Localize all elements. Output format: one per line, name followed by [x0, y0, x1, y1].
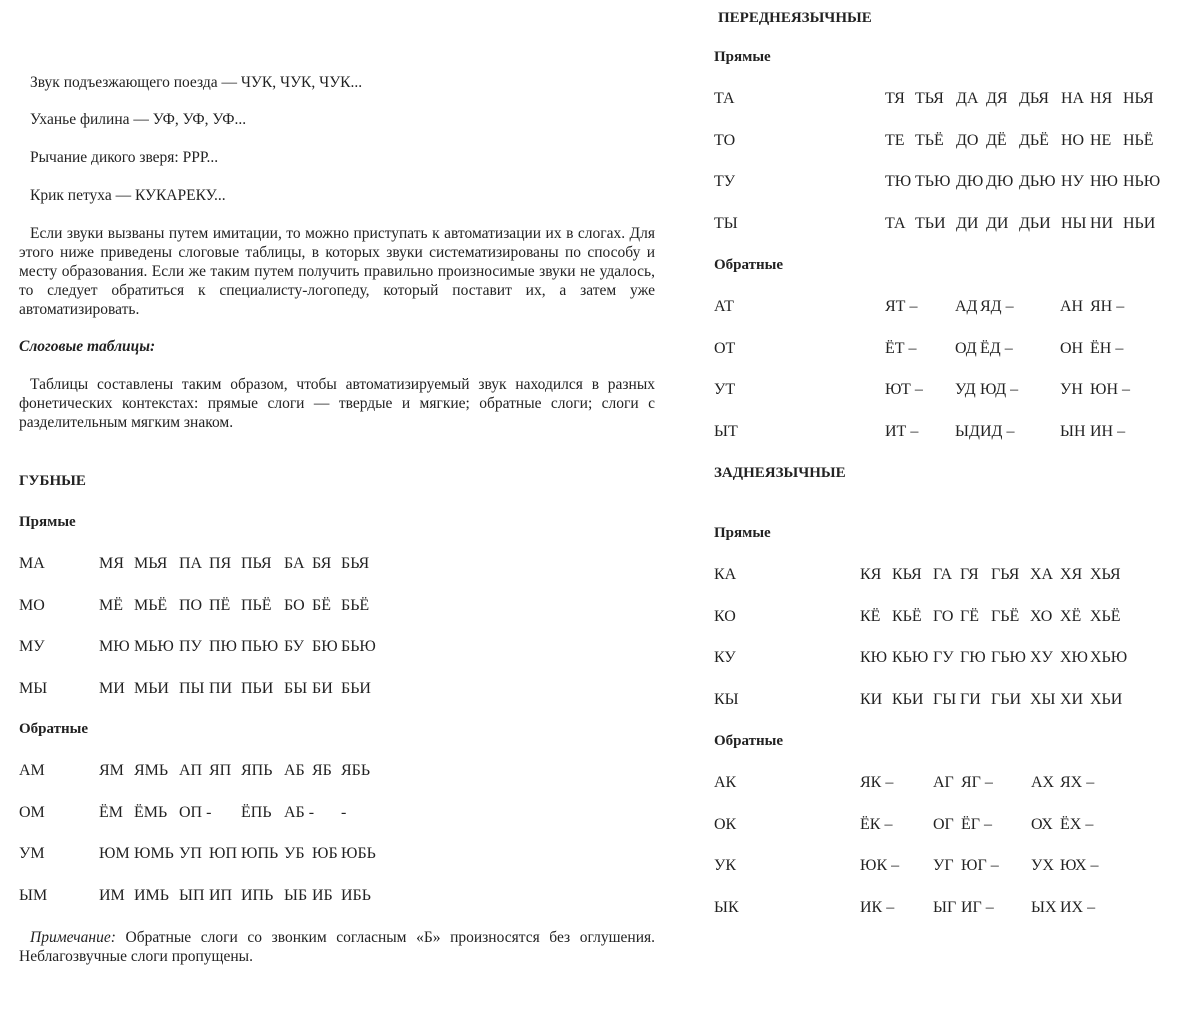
syllable-cell: ЮБЬ [341, 845, 376, 862]
syllable-cell: НЬЯ [1123, 90, 1154, 107]
syllable-cell: ЁГ – [961, 815, 993, 833]
section-title-front-lingual: ПЕРЕДНЕЯЗЫЧНЫЕ [718, 10, 872, 26]
syllable-cell: АН [1060, 298, 1084, 315]
syllable-cell: ЁПЬ [241, 803, 272, 821]
syllable-cell: НИ [1090, 214, 1114, 232]
syllable-cell: ХИ [1060, 690, 1084, 708]
syllable-cell: НЮ [1090, 173, 1118, 190]
syllable-cell: ГЬИ [991, 690, 1021, 708]
syllable-base: МУ [19, 638, 45, 655]
syllable-base: ТЫ [714, 214, 738, 232]
syllable-cell: МЬИ [134, 679, 169, 697]
syllable-cell: ТЬИ [915, 214, 946, 232]
intro-line-owl: Уханье филина — УФ, УФ, УФ... [30, 111, 247, 128]
syllable-base: МА [19, 555, 45, 572]
syllable-cell: ЁН – [1090, 339, 1124, 357]
syllable-cell: НА [1061, 90, 1085, 107]
syllable-cell: ЯК – [860, 774, 894, 791]
syllable-base: УТ [714, 381, 736, 398]
syllable-base: ТУ [714, 173, 736, 190]
syllable-cell: НЬЁ [1123, 131, 1154, 149]
paragraph-tables-description-text: Таблицы составлены таким образом, чтобы автоматизируемый звук находился в разных фонетических контекстах: прямые слоги — твердые и мягкие; обратные слоги; слоги с разделительным мягким знаком. [19, 376, 655, 431]
syllable-cell: ХЁ [1060, 607, 1082, 625]
syllable-cell: БИ [312, 679, 333, 697]
syllable-cell: КЬЁ [892, 607, 922, 625]
syllable-cell: ХЬЁ [1090, 607, 1121, 625]
syllable-cell: ГЯ [960, 566, 979, 583]
syllable-cell: ИБ [312, 886, 333, 904]
syllable-cell: ЮМ [99, 845, 130, 862]
syllable-cell: ЁД – [980, 339, 1013, 357]
syllable-cell: ЯП [209, 762, 232, 779]
syllable-cell: ПУ [179, 638, 202, 655]
syllable-cell: ИХ – [1060, 898, 1096, 916]
syllable-cell: АХ [1031, 774, 1055, 791]
syllable-cell: ТЬЮ [915, 173, 951, 190]
syllable-cell: ПИ [209, 679, 233, 697]
syllable-base: ЫК [714, 898, 739, 916]
syllable-cell: ИБЬ [341, 886, 371, 904]
syllable-cell: АБ - [284, 803, 315, 821]
syllable-cell: ТЮ [885, 173, 912, 190]
syllable-cell: ХЬЯ [1090, 566, 1121, 583]
syllable-cell: БЫ [284, 679, 308, 697]
label-front-direct: Прямые [714, 49, 771, 65]
syllable-base: КУ [714, 649, 736, 666]
syllable-cell: НЬИ [1123, 214, 1156, 232]
section-title-labial: ГУБНЫЕ [19, 473, 86, 489]
syllable-cell: ЯД – [980, 298, 1014, 315]
syllable-cell: ДЮ [986, 173, 1014, 190]
syllable-cell: ЫН [1060, 422, 1086, 440]
syllable-cell: ГУ [933, 649, 954, 666]
syllable-cell: ЯПЬ [241, 762, 273, 779]
syllable-cell: ХЫ [1030, 690, 1056, 708]
syllable-cell: ЮПЬ [241, 845, 279, 862]
syllable-cell: МИ [99, 679, 125, 697]
syllable-base: ТА [714, 90, 735, 107]
syllable-cell: НЫ [1061, 214, 1087, 232]
syllable-cell: ДЮ [956, 173, 984, 190]
syllable-cell: ЮТ – [885, 381, 923, 398]
syllable-cell: ТЬЯ [915, 90, 944, 107]
syllable-cell: ЮБ [312, 845, 338, 862]
syllable-base: ОТ [714, 339, 736, 357]
syllable-cell: МЬЁ [134, 596, 168, 614]
syllable-cell: УБ [284, 845, 305, 862]
syllable-base: АТ [714, 298, 734, 315]
syllable-cell: НУ [1061, 173, 1084, 190]
syllable-cell: ПО [179, 596, 203, 614]
syllable-cell: ХЯ [1060, 566, 1083, 583]
syllable-cell: НЕ [1090, 131, 1112, 149]
syllable-cell: ЁТ – [885, 339, 917, 357]
syllable-cell: НЬЮ [1123, 173, 1161, 190]
syllable-cell: АБ [284, 762, 305, 779]
label-labial-direct: Прямые [19, 514, 76, 530]
syllable-base: АМ [19, 762, 45, 779]
syllable-cell: ЯХ – [1060, 774, 1095, 791]
syllable-cell: ХЬИ [1090, 690, 1123, 708]
syllable-cell: ИК – [860, 898, 895, 916]
syllable-cell: ИМ [99, 886, 125, 904]
syllable-cell: ГА [933, 566, 953, 583]
syllable-cell: ДЁ [986, 131, 1007, 149]
syllable-cell: ЯМ [99, 762, 124, 779]
syllable-cell: ПЁ [209, 596, 231, 614]
intro-line-beast: Рычание дикого зверя: РРР... [30, 149, 219, 166]
syllable-cell: ЮП [209, 845, 237, 862]
note-label: Примечание: [30, 929, 116, 946]
syllable-cell: ЯН – [1090, 298, 1125, 315]
syllable-cell: ЯГ – [961, 774, 993, 791]
syllable-base: КО [714, 607, 736, 625]
syllable-cell: ДИ [986, 214, 1009, 232]
intro-line-train: Звук подъезжающего поезда — ЧУК, ЧУК, ЧУК... [30, 74, 363, 91]
syllable-cell: УХ [1031, 857, 1054, 874]
syllable-cell: ХА [1030, 566, 1054, 583]
syllable-cell: ИМЬ [134, 886, 169, 904]
syllable-cell: - [341, 803, 347, 821]
syllable-cell: ИД – [980, 422, 1015, 440]
paragraph-automation [19, 224, 655, 319]
syllable-base: ОК [714, 815, 737, 833]
syllable-cell: ДИ [956, 214, 979, 232]
syllable-cell: ДЯ [986, 90, 1008, 107]
syllable-cell: БУ [284, 638, 304, 655]
note [19, 928, 655, 966]
label-labial-reverse: Обратные [19, 721, 89, 737]
syllable-cell: УН [1060, 381, 1083, 398]
syllable-cell: ГЁ [960, 607, 980, 625]
syllable-base: КЫ [714, 690, 739, 708]
syllable-cell: ЯБЬ [341, 762, 371, 779]
syllable-cell: ПЮ [209, 638, 237, 655]
syllable-cell: УД [955, 381, 976, 398]
syllable-cell: ПЬЯ [241, 555, 272, 572]
syllable-cell: ОП - [179, 803, 212, 821]
syllable-cell: АП [179, 762, 203, 779]
syllable-cell: БА [284, 555, 305, 572]
syllable-cell: НЯ [1090, 90, 1113, 107]
syllable-cell: ИГ – [961, 898, 994, 916]
syllable-cell: КЯ [860, 566, 882, 583]
syllable-cell: ЮД – [980, 381, 1019, 398]
syllable-cell: МЁ [99, 596, 123, 614]
syllable-cell: ОГ [933, 815, 954, 833]
syllable-cell: БЬЮ [341, 638, 376, 655]
syllable-cell: ГЬЯ [991, 566, 1020, 583]
syllable-cell: ОД [955, 339, 977, 357]
syllable-cell: ИН – [1090, 422, 1126, 440]
syllable-cell: ЫХ [1031, 898, 1057, 916]
syllable-cell: УГ [933, 857, 954, 874]
syllable-tables-heading: Слоговые таблицы: [19, 338, 156, 355]
syllable-cell: КИ [860, 690, 883, 708]
syllable-cell: ХЮ [1060, 649, 1088, 666]
syllable-cell: ДЬЁ [1019, 131, 1049, 149]
syllable-cell: ПЫ [179, 679, 205, 697]
syllable-cell: НО [1061, 131, 1085, 149]
syllable-base: ОМ [19, 803, 45, 821]
syllable-cell: ЁМЬ [134, 803, 168, 821]
section-title-back-lingual: ЗАДНЕЯЗЫЧНЫЕ [714, 465, 846, 481]
intro-line-rooster: Крик петуха — КУКАРЕКУ... [30, 187, 226, 204]
syllable-cell: ДЬЯ [1019, 90, 1049, 107]
syllable-cell: ЮН – [1090, 381, 1130, 398]
syllable-cell: ГЮ [960, 649, 986, 666]
syllable-cell: ГИ [960, 690, 981, 708]
label-back-direct: Прямые [714, 525, 771, 541]
syllable-cell: ИП [209, 886, 233, 904]
syllable-cell: КЁ [860, 607, 881, 625]
syllable-cell: БЮ [312, 638, 338, 655]
syllable-cell: ЮХ – [1060, 857, 1099, 874]
syllable-cell: ПЬИ [241, 679, 274, 697]
note-text: Обратные слоги со звонким согласным «Б» произносятся без оглушения. Неблагозвучные слоги пропущены. [19, 929, 656, 965]
syllable-cell: ЮМЬ [134, 845, 174, 862]
syllable-cell: УП [179, 845, 202, 862]
syllable-cell: ГЫ [933, 690, 957, 708]
syllable-cell: ДО [956, 131, 979, 149]
syllable-base: УК [714, 857, 736, 874]
syllable-cell: ПЯ [209, 555, 232, 572]
syllable-cell: ПА [179, 555, 203, 572]
syllable-cell: КЮ [860, 649, 888, 666]
paragraph-automation-text: Если звуки вызваны путем имитации, то можно приступать к автоматизации их в слогах. Для этого ниже приведены слоговые таблицы, в которых звуки систематизированы по способу и месту образования. Если же таким путем получить правильно произносимые звуки не удалось, то следует обратиться к специалисту-логопеду, который поставит их, а затем уже автоматизировать. [19, 225, 655, 318]
syllable-base: МО [19, 596, 45, 614]
syllable-cell: ЫП [179, 886, 205, 904]
syllable-cell: МЬЮ [134, 638, 174, 655]
label-front-reverse: Обратные [714, 257, 784, 273]
syllable-cell: ДА [956, 90, 979, 107]
syllable-base: ЫМ [19, 886, 48, 904]
syllable-cell: КЬЯ [892, 566, 922, 583]
syllable-cell: ЮГ – [961, 857, 999, 874]
label-back-reverse: Обратные [714, 733, 784, 749]
syllable-cell: ОХ [1031, 815, 1053, 833]
syllable-base: ЫТ [714, 422, 738, 440]
syllable-cell: ГЬЁ [991, 607, 1020, 625]
syllable-cell: ИПЬ [241, 886, 274, 904]
syllable-cell: ХЬЮ [1090, 649, 1128, 666]
syllable-cell: БЯ [312, 555, 332, 572]
syllable-cell: ПЬЁ [241, 596, 272, 614]
syllable-base: УМ [19, 845, 45, 862]
syllable-cell: ЁХ – [1060, 815, 1094, 833]
syllable-cell: ДЬЮ [1019, 173, 1056, 190]
syllable-cell: ЯМЬ [134, 762, 169, 779]
syllable-cell: БЬИ [341, 679, 371, 697]
syllable-cell: ЫД [955, 422, 980, 440]
syllable-cell: ИТ – [885, 422, 919, 440]
syllable-base: МЫ [19, 679, 48, 697]
syllable-cell: ХУ [1030, 649, 1053, 666]
paragraph-tables-description [19, 375, 655, 432]
syllable-cell: ЯБ [312, 762, 332, 779]
syllable-cell: ЁМ [99, 803, 123, 821]
syllable-cell: ЫГ [933, 898, 957, 916]
syllable-cell: АД [955, 298, 978, 315]
syllable-base: КА [714, 566, 737, 583]
syllable-cell: МЯ [99, 555, 124, 572]
syllable-cell: ТЯ [885, 90, 905, 107]
syllable-cell: КЬИ [892, 690, 924, 708]
syllable-cell: ЫБ [284, 886, 308, 904]
syllable-cell: ТА [885, 214, 906, 232]
syllable-cell: ДЬИ [1019, 214, 1051, 232]
syllable-cell: БЁ [312, 596, 331, 614]
syllable-cell: КЬЮ [892, 649, 929, 666]
syllable-cell: ТЬЁ [915, 131, 944, 149]
syllable-cell: МЬЯ [134, 555, 168, 572]
syllable-cell: БЬЁ [341, 596, 370, 614]
syllable-cell: БЬЯ [341, 555, 370, 572]
syllable-cell: БО [284, 596, 305, 614]
syllable-cell: ПЬЮ [241, 638, 279, 655]
syllable-cell: ТЕ [885, 131, 905, 149]
syllable-cell: ЁК – [860, 815, 893, 833]
syllable-cell: ЯТ – [885, 298, 918, 315]
syllable-cell: ГЬЮ [991, 649, 1026, 666]
syllable-cell: ОН [1060, 339, 1084, 357]
syllable-cell: МЮ [99, 638, 130, 655]
syllable-cell: ХО [1030, 607, 1053, 625]
syllable-base: ТО [714, 131, 736, 149]
syllable-base: АК [714, 774, 737, 791]
syllable-cell: ГО [933, 607, 954, 625]
syllable-cell: ЮК – [860, 857, 900, 874]
syllable-cell: АГ [933, 774, 954, 791]
